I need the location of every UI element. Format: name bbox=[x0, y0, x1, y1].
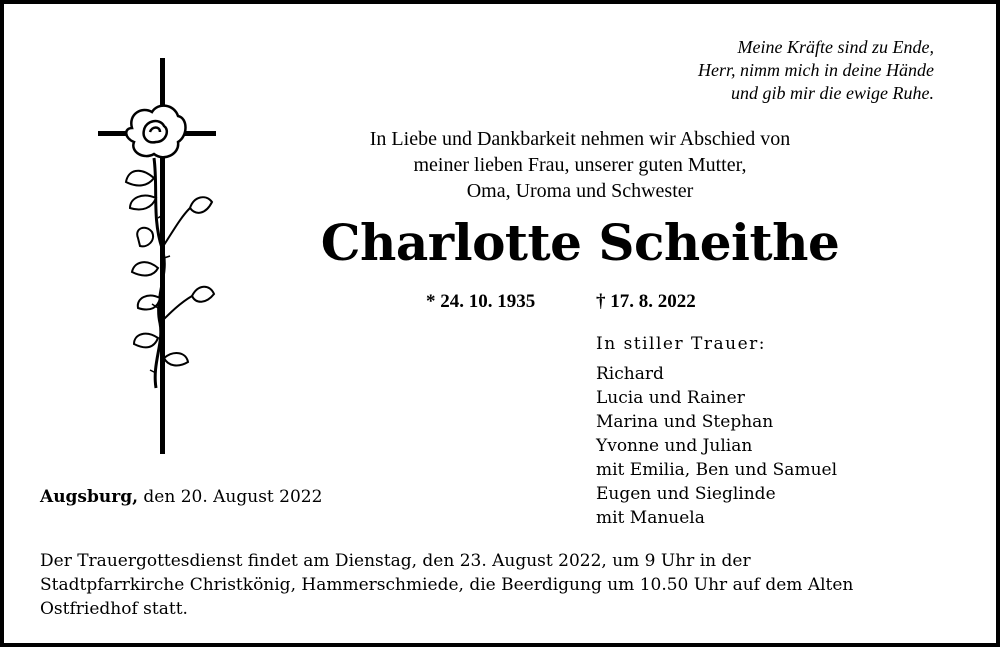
intro-text bbox=[304, 126, 856, 204]
service-line: Der Trauergottesdienst findet am Dienstag, den 23. August 2022, um 9 Uhr in der bbox=[40, 551, 751, 571]
cross-with-rose-icon bbox=[94, 58, 224, 458]
notice-date: den 20. August 2022 bbox=[138, 487, 323, 507]
mourner-name: Marina und Stephan bbox=[596, 412, 774, 432]
motto-line: und gib mir die ewige Ruhe. bbox=[731, 83, 934, 103]
service-line: Stadtpfarrkirche Christkönig, Hammerschmiede, die Beerdigung um 10.50 Uhr auf dem Alten bbox=[40, 575, 854, 595]
place-date bbox=[40, 485, 322, 509]
place-name: Augsburg, bbox=[40, 487, 139, 507]
mourner-name: mit Emilia, Ben und Samuel bbox=[596, 460, 838, 480]
mourners-heading: In stiller Trauer: bbox=[596, 334, 766, 354]
birth-date: * 24. 10. 1935 bbox=[426, 291, 536, 312]
intro-line: meiner lieben Frau, unserer guten Mutter, bbox=[413, 154, 747, 176]
intro-line: Oma, Uroma und Schwester bbox=[466, 180, 694, 202]
mourners-list bbox=[596, 362, 837, 530]
death-date: † 17. 8. 2022 bbox=[596, 291, 696, 312]
deceased-name: Charlotte Scheithe bbox=[320, 213, 840, 272]
motto-line: Meine Kräfte sind zu Ende, bbox=[737, 37, 934, 57]
mourner-name: Lucia und Rainer bbox=[596, 388, 745, 408]
mourner-name: Richard bbox=[596, 364, 664, 384]
funeral-service-info bbox=[40, 549, 980, 621]
motto-line: Herr, nimm mich in deine Hände bbox=[698, 60, 934, 80]
intro-line: In Liebe und Dankbarkeit nehmen wir Abschied von bbox=[369, 128, 791, 150]
motto-verse bbox=[698, 36, 934, 105]
service-line: Ostfriedhof statt. bbox=[40, 599, 188, 619]
mourner-name: Yvonne und Julian bbox=[596, 436, 753, 456]
mourner-name: Eugen und Sieglinde bbox=[596, 484, 776, 504]
mourner-name: mit Manuela bbox=[596, 508, 705, 528]
